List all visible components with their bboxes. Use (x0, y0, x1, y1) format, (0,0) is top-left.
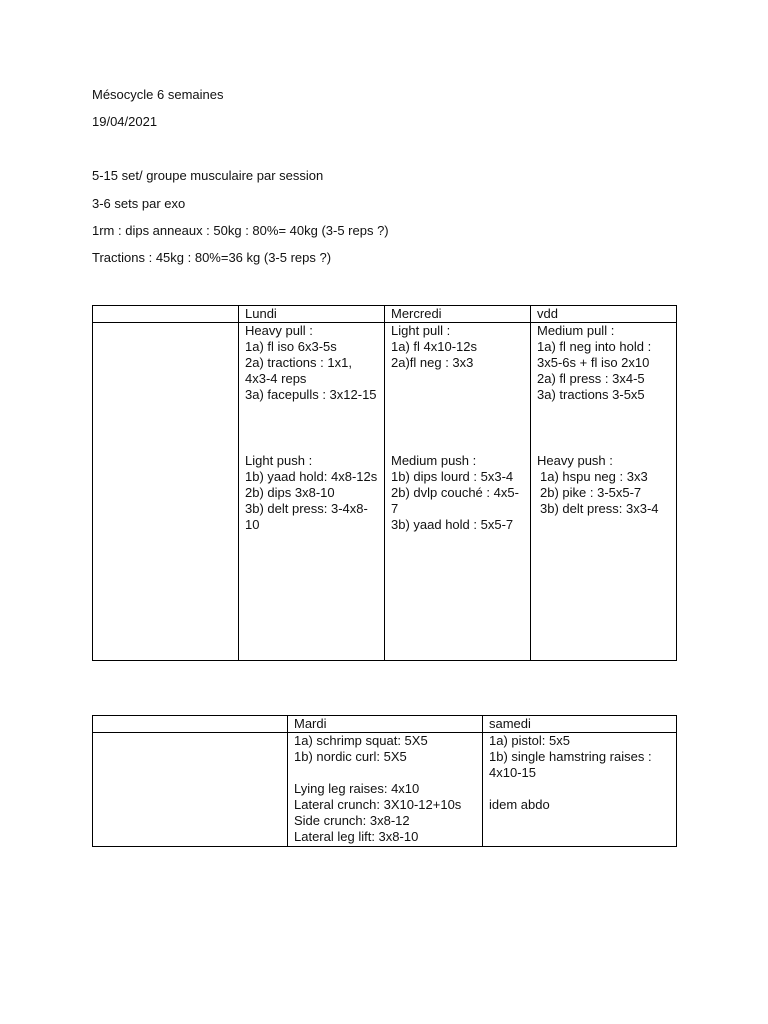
lundi-pull-block (245, 323, 379, 403)
exercise-line (489, 781, 671, 797)
exercise-line: 3x5-6s + fl iso 2x10 (537, 355, 650, 370)
exercise-line: Medium push : (391, 453, 477, 468)
table-header-cell: samedi (483, 716, 677, 733)
exercise-line: idem abdo (489, 797, 550, 812)
exercise-line: 1a) schrimp squat: 5X5 (294, 733, 428, 748)
exercise-line: 1a) hspu neg : 3x3 (540, 469, 648, 484)
exercise-line: 2b) dvlp couché : 4x5- (391, 485, 519, 500)
exercise-line: 3b) delt press: 3-4x8- (245, 501, 368, 516)
exercise-line: Heavy pull : (245, 323, 313, 338)
exercise-line: 2b) dips 3x8-10 (245, 485, 335, 500)
document-date: 19/04/2021 (92, 114, 158, 129)
exercise-line: 1b) single hamstring raises : (489, 749, 652, 764)
exercise-line: 1b) nordic curl: 5X5 (294, 749, 407, 764)
table-header-row (93, 306, 677, 323)
mercredi-push-block (391, 453, 525, 533)
table-cell-vdd (531, 323, 677, 661)
exercise-line: Side crunch: 3x8-12 (294, 813, 410, 828)
exercise-line: 1b) yaad hold: 4x8-12s (245, 469, 378, 484)
lundi-push-block (245, 453, 379, 533)
exercise-line: 2a)fl neg : 3x3 (391, 355, 474, 370)
upper-body-table (92, 305, 677, 661)
table-row (93, 323, 677, 661)
exercise-line: 4x3-4 reps (245, 371, 307, 386)
exercise-line: Heavy push : (537, 453, 613, 468)
exercise-line: 1b) dips lourd : 5x3-4 (391, 469, 514, 484)
note-line: 1rm : dips anneaux : 50kg : 80%= 40kg (3-5 reps ?) (92, 223, 389, 238)
table-header-row (93, 716, 677, 733)
table-header-cell (93, 716, 288, 733)
table-header-cell (93, 306, 239, 323)
exercise-line: Light pull : (391, 323, 451, 338)
exercise-line: 2a) tractions : 1x1, (245, 355, 352, 370)
lower-body-table (92, 715, 677, 847)
exercise-line: 1a) fl iso 6x3-5s (245, 339, 337, 354)
exercise-line: Lateral crunch: 3X10-12+10s (294, 797, 462, 812)
note-line: 3-6 sets par exo (92, 196, 186, 211)
exercise-line: Lateral leg lift: 3x8-10 (294, 829, 419, 844)
exercise-line: 3a) tractions 3-5x5 (537, 387, 645, 402)
exercise-line: 1a) pistol: 5x5 (489, 733, 570, 748)
vdd-push-block (537, 453, 671, 517)
table-header-cell: vdd (531, 306, 677, 323)
exercise-line: 3b) yaad hold : 5x5-7 (391, 517, 514, 532)
table-header-cell: Mardi (288, 716, 483, 733)
vdd-pull-block (537, 323, 671, 403)
exercise-line: 1a) fl 4x10-12s (391, 339, 477, 354)
exercise-line: 1a) fl neg into hold : (537, 339, 652, 354)
exercise-line: 7 (391, 501, 399, 516)
exercise-line: 4x10-15 (489, 765, 536, 780)
table-cell-mercredi (385, 323, 531, 661)
exercise-line: 3b) delt press: 3x3-4 (540, 501, 659, 516)
exercise-line: 2a) fl press : 3x4-5 (537, 371, 645, 386)
table-row (93, 733, 677, 847)
exercise-line: Light push : (245, 453, 313, 468)
exercise-line: 2b) pike : 3-5x5-7 (540, 485, 642, 500)
exercise-line: Medium pull : (537, 323, 615, 338)
table-cell-mardi (288, 733, 483, 847)
table-cell-lundi (239, 323, 385, 661)
note-line: 5-15 set/ groupe musculaire par session (92, 168, 324, 183)
table-cell-samedi (483, 733, 677, 847)
document-title: Mésocycle 6 semaines (92, 87, 224, 102)
table-header-cell: Lundi (239, 306, 385, 323)
table-header-cell: Mercredi (385, 306, 531, 323)
exercise-line: Lying leg raises: 4x10 (294, 781, 420, 796)
mercredi-pull-block (391, 323, 525, 371)
table-cell-empty (93, 733, 288, 847)
table-cell-empty (93, 323, 239, 661)
exercise-line: 10 (245, 517, 260, 532)
exercise-line (294, 765, 477, 781)
exercise-line: 3a) facepulls : 3x12-15 (245, 387, 377, 402)
note-line: Tractions : 45kg : 80%=36 kg (3-5 reps ?) (92, 250, 332, 265)
